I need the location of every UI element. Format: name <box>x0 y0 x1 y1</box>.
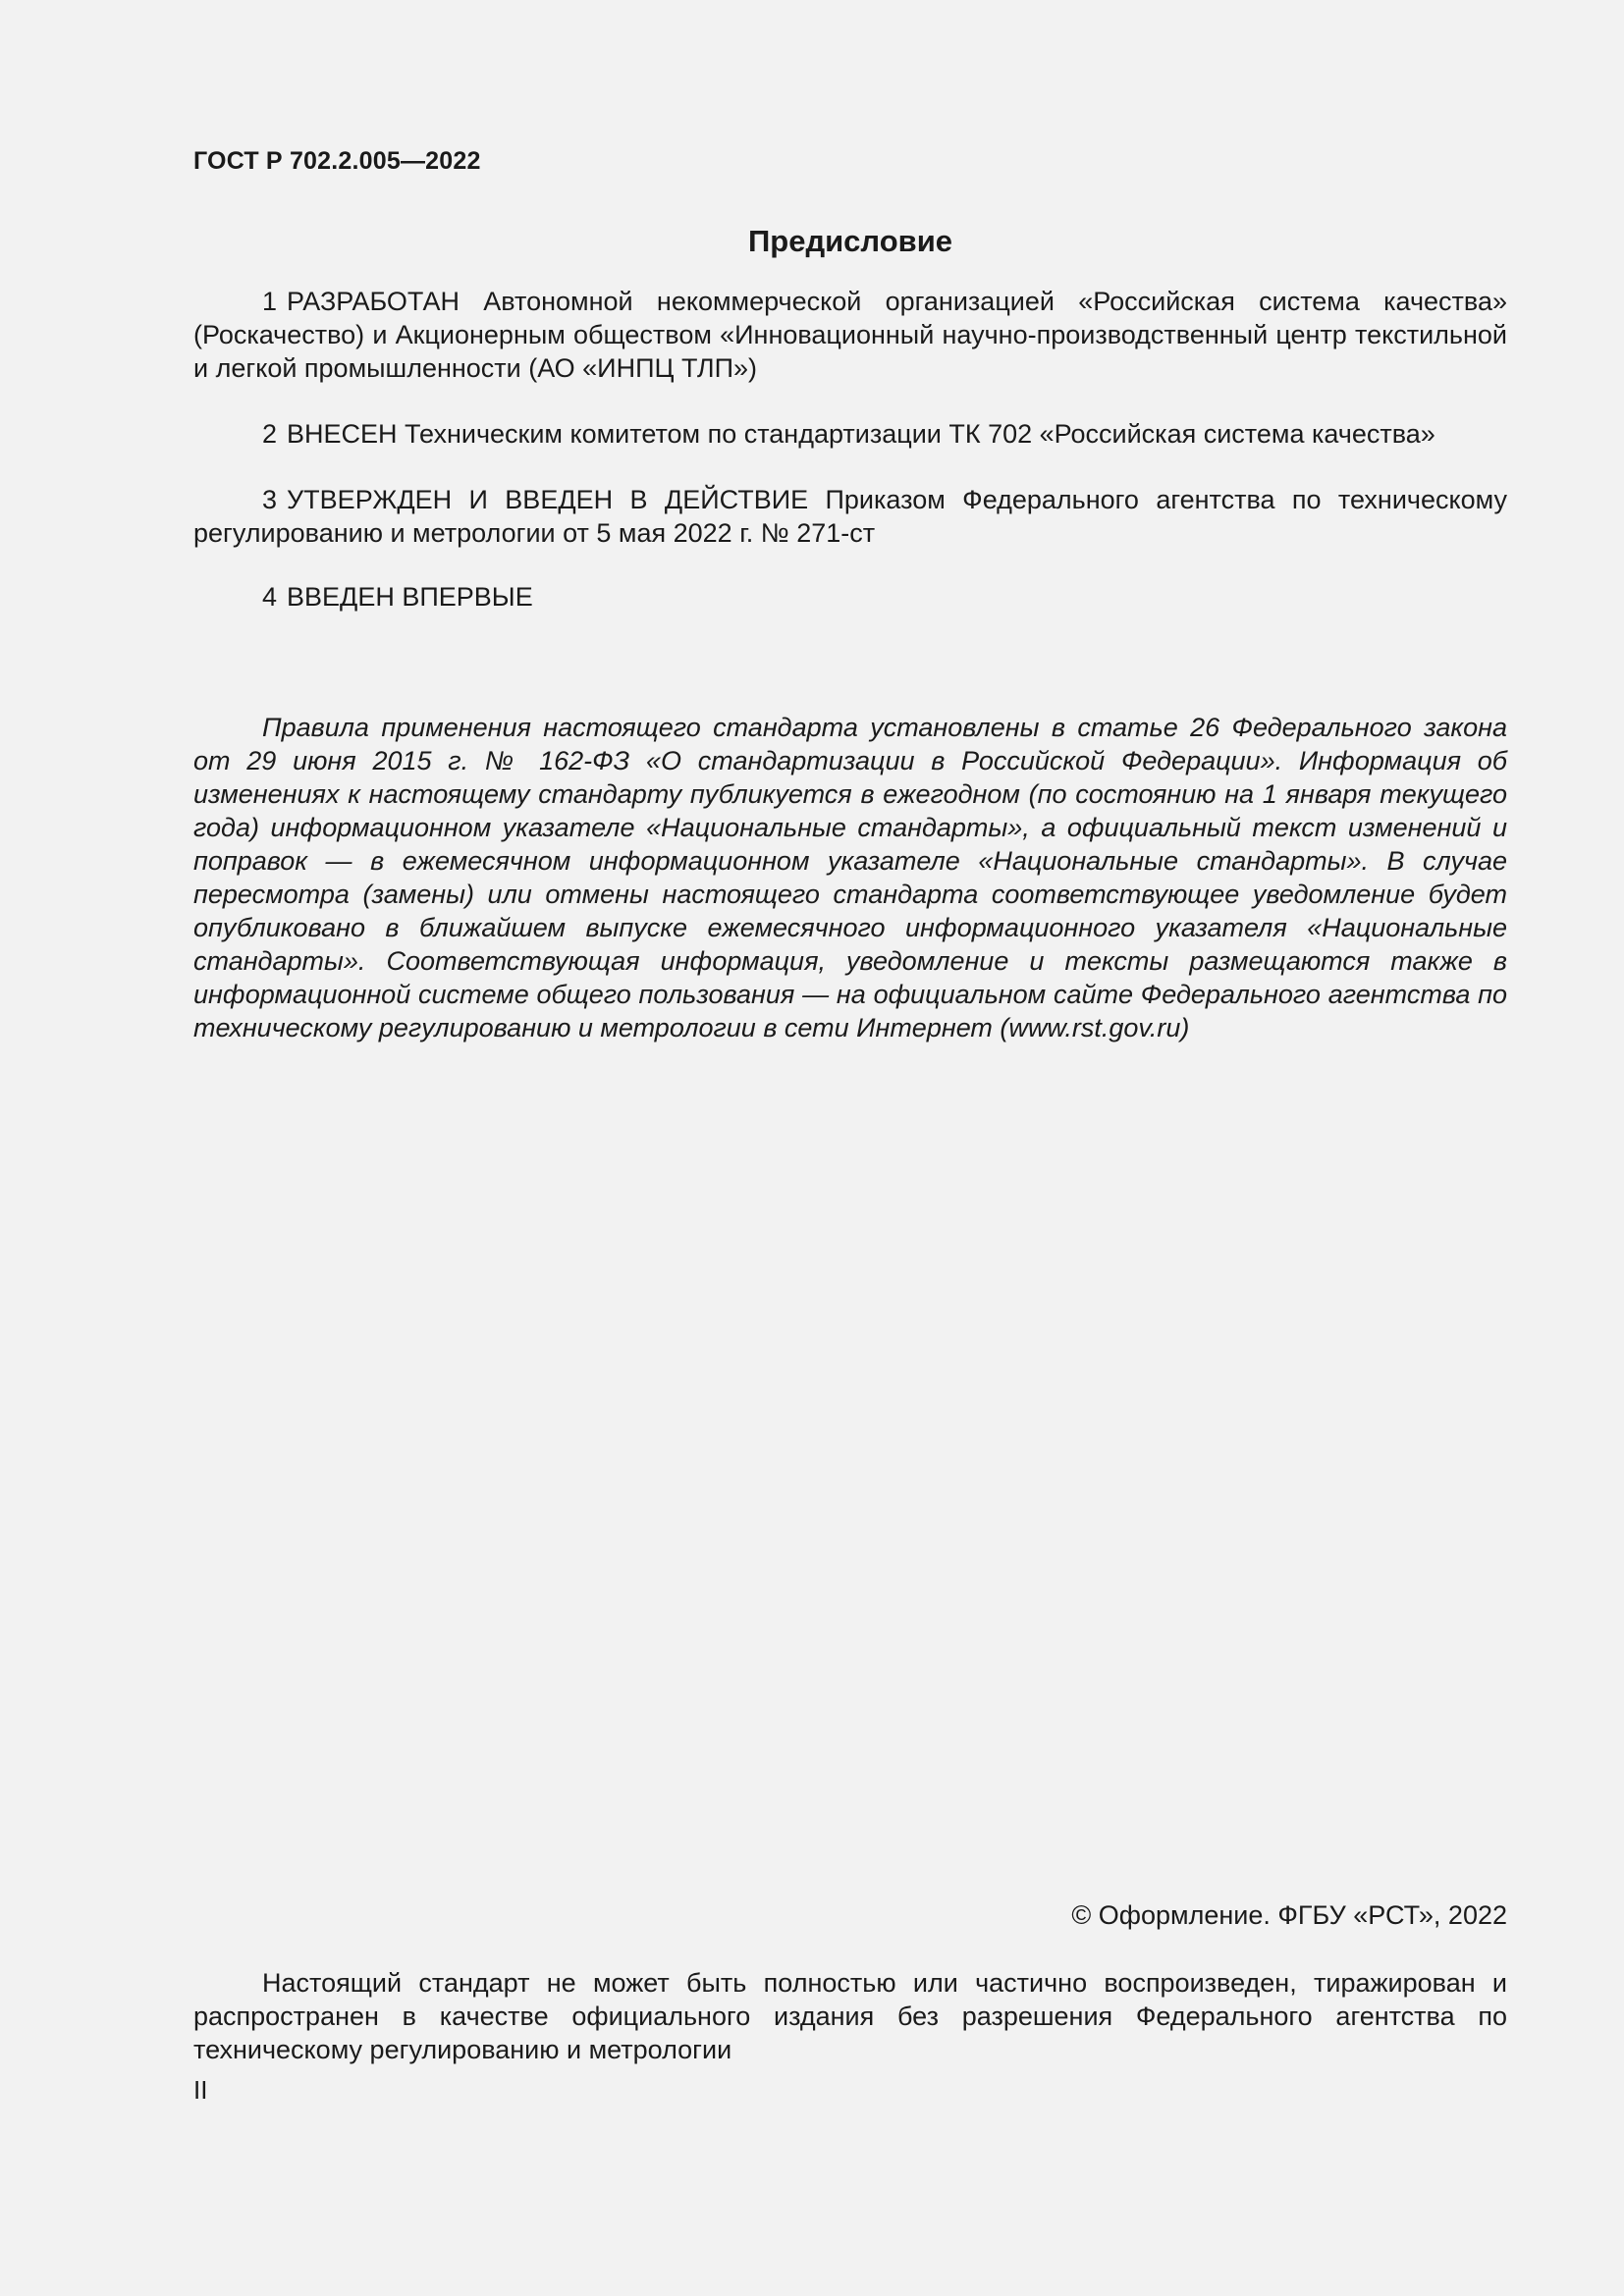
item-text: УТВЕРЖДЕН И ВВЕДЕН В ДЕЙСТВИЕ Приказом Федерального агентства по техническому регулированию и метрологии от 5 мая 2022 г. № 271-ст <box>193 485 1507 548</box>
copyright: © Оформление. ФГБУ «РСТ», 2022 <box>1071 1900 1507 1930</box>
item-text: РАЗРАБОТАН Автономной некоммерческой организацией «Российская система качества» (Роскачество) и Акционерным обществом «Инновационный научно-производственный центр текстильной и легкой промышленности (АО «ИНПЦ ТЛП») <box>193 287 1507 383</box>
item-text: ВНЕСЕН Техническим комитетом по стандартизации ТК 702 «Российская система качества» <box>287 419 1435 449</box>
document-page <box>193 0 1507 2296</box>
rules-note: Правила применения настоящего стандарта установлены в статье 26 Федерального закона от 29 июня 2015 г. № 162-ФЗ «О стандартизации в Российской Федерации». Информация об изменениях к настоящему стандарту публикуется в ежегодном (по состоянию на 1 января текущего года) информационном указателе «Национальные стандарты», а официальный текст изменений и поправок — в ежемесячном информационном указателе «Национальные стандарты». В случае пересмотра (замены) или отмены настоящего стандарта соответствующее уведомление будет опубликовано в ближайшем выпуске ежемесячного информационного указателя «Национальные стандарты». Соответствующая информация, уведомление и тексты размещаются также в информационной системе общего пользования — на официальном сайте Федерального агентства по техническому регулированию и метрологии в сети Интернет (www.rst.gov.ru) <box>193 713 1507 1042</box>
item-number: 3 <box>262 485 278 514</box>
item-text: ВВЕДЕН ВПЕРВЫЕ <box>287 582 533 612</box>
reproduction-notice: Настоящий стандарт не может быть полностью или частично воспроизведен, тиражирован и распространен в качестве официального издания без разрешения Федерального агентства по техническому регулированию и метрологии <box>193 1968 1507 2064</box>
foreword-item-4 <box>193 580 1507 614</box>
foreword-item-3 <box>193 483 1507 550</box>
foreword-item-2 <box>193 417 1507 451</box>
item-number: 1 <box>262 287 278 316</box>
section-title: Предисловие <box>747 224 952 258</box>
page-number: II <box>193 2075 208 2105</box>
item-number: 4 <box>262 582 278 612</box>
item-number: 2 <box>262 419 278 449</box>
foreword-item-1 <box>193 285 1507 385</box>
document-code: ГОСТ Р 702.2.005—2022 <box>193 147 481 175</box>
